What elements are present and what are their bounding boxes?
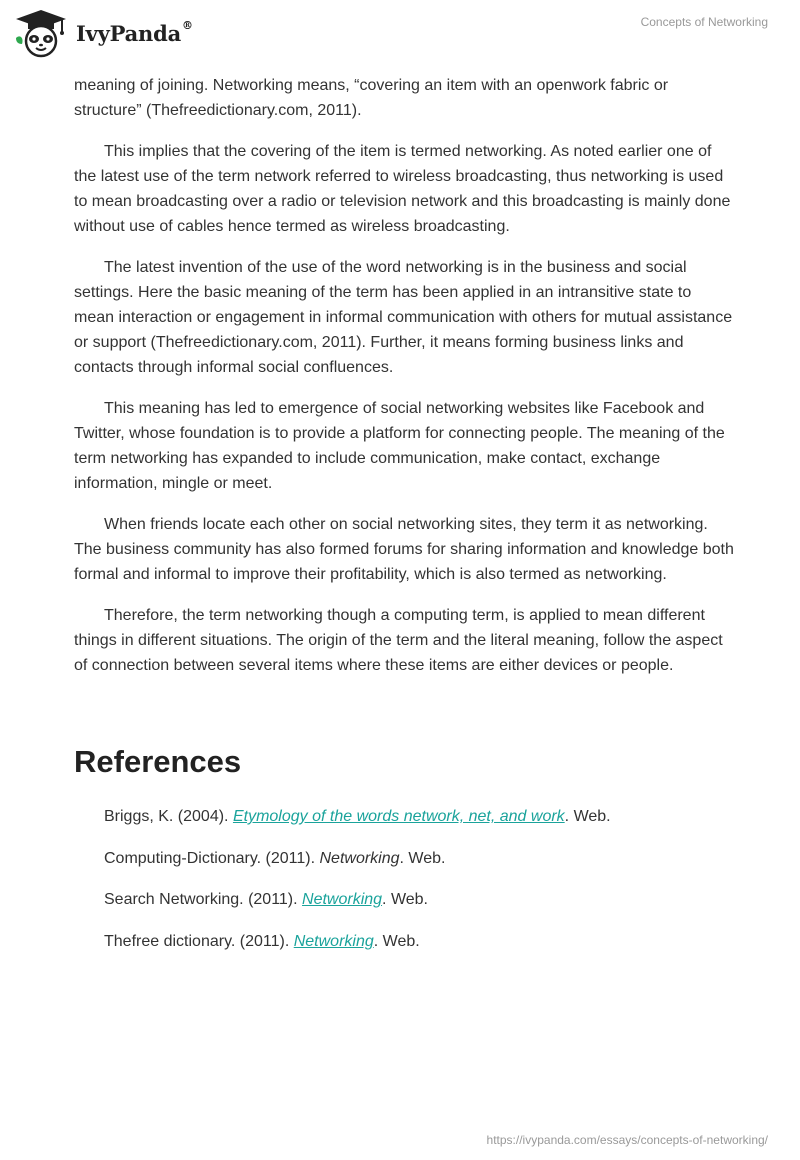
paragraph: This implies that the covering of the item is termed networking. As noted earlier one of the latest use of the term network referred to wireless broadcasting, thus networking is used to mean broadcasting over a radio or television network and this broadcasting is mainly done without use of cables hence termed as wireless broadcasting. xyxy=(74,143,731,235)
references-list xyxy=(104,807,744,974)
reference-link[interactable]: Networking xyxy=(302,891,383,909)
source-url[interactable]: https://ivypanda.com/essays/concepts-of-networking/ xyxy=(486,1133,768,1147)
reference-link[interactable]: Etymology of the words network, net, and work xyxy=(232,808,565,825)
paragraph: The latest invention of the use of the word networking is in the business and social settings. Here the basic meaning of the term has been applied in an intransitive state to mean interaction or engagement in informal communication with others for mutual assistance or support (Thefreedictionary.com, 2011). Further, it means forming business links and contacts through informal social confluences. xyxy=(74,259,733,376)
paragraph: When friends locate each other on social networking sites, they term it as networking. The business community has also formed forums for sharing information and knowledge both formal and informal to improve their profitability, which is also termed as networking. xyxy=(74,516,734,583)
page-header xyxy=(0,0,800,70)
reference-title: Networking xyxy=(319,849,400,867)
references-heading: References xyxy=(74,744,242,779)
reference-item: Briggs, K. (2004). Etymology of the words network, net, and work. Web. xyxy=(104,808,611,825)
brand-name: IvyPanda® xyxy=(76,18,193,46)
document-title: Concepts of Networking xyxy=(640,15,768,29)
reference-item: Computing-Dictionary. (2011). Networking. Web. xyxy=(104,849,446,867)
reference-link[interactable]: Networking xyxy=(293,933,374,951)
paragraph: meaning of joining. Networking means, “covering an item with an openwork fabric or structure” (Thefreedictionary.com, 2011). xyxy=(74,77,669,119)
essay-body xyxy=(74,73,734,694)
reference-item: Thefree dictionary. (2011). Networking. Web. xyxy=(104,933,420,951)
ivypanda-logo[interactable] xyxy=(14,8,193,58)
paragraph: Therefore, the term networking though a computing term, is applied to mean different things in different situations. The origin of the term and the literal meaning, follow the aspect of connection between several items where these items are either devices or people. xyxy=(74,607,723,674)
paragraph: This meaning has led to emergence of social networking websites like Facebook and Twitter, whose foundation is to provide a platform for connecting people. The meaning of the term networking has expanded to include communication, make contact, exchange information, mingle or meet. xyxy=(74,400,725,492)
reference-item: Search Networking. (2011). Networking. Web. xyxy=(104,891,428,909)
panda-graduate-icon xyxy=(14,8,68,58)
